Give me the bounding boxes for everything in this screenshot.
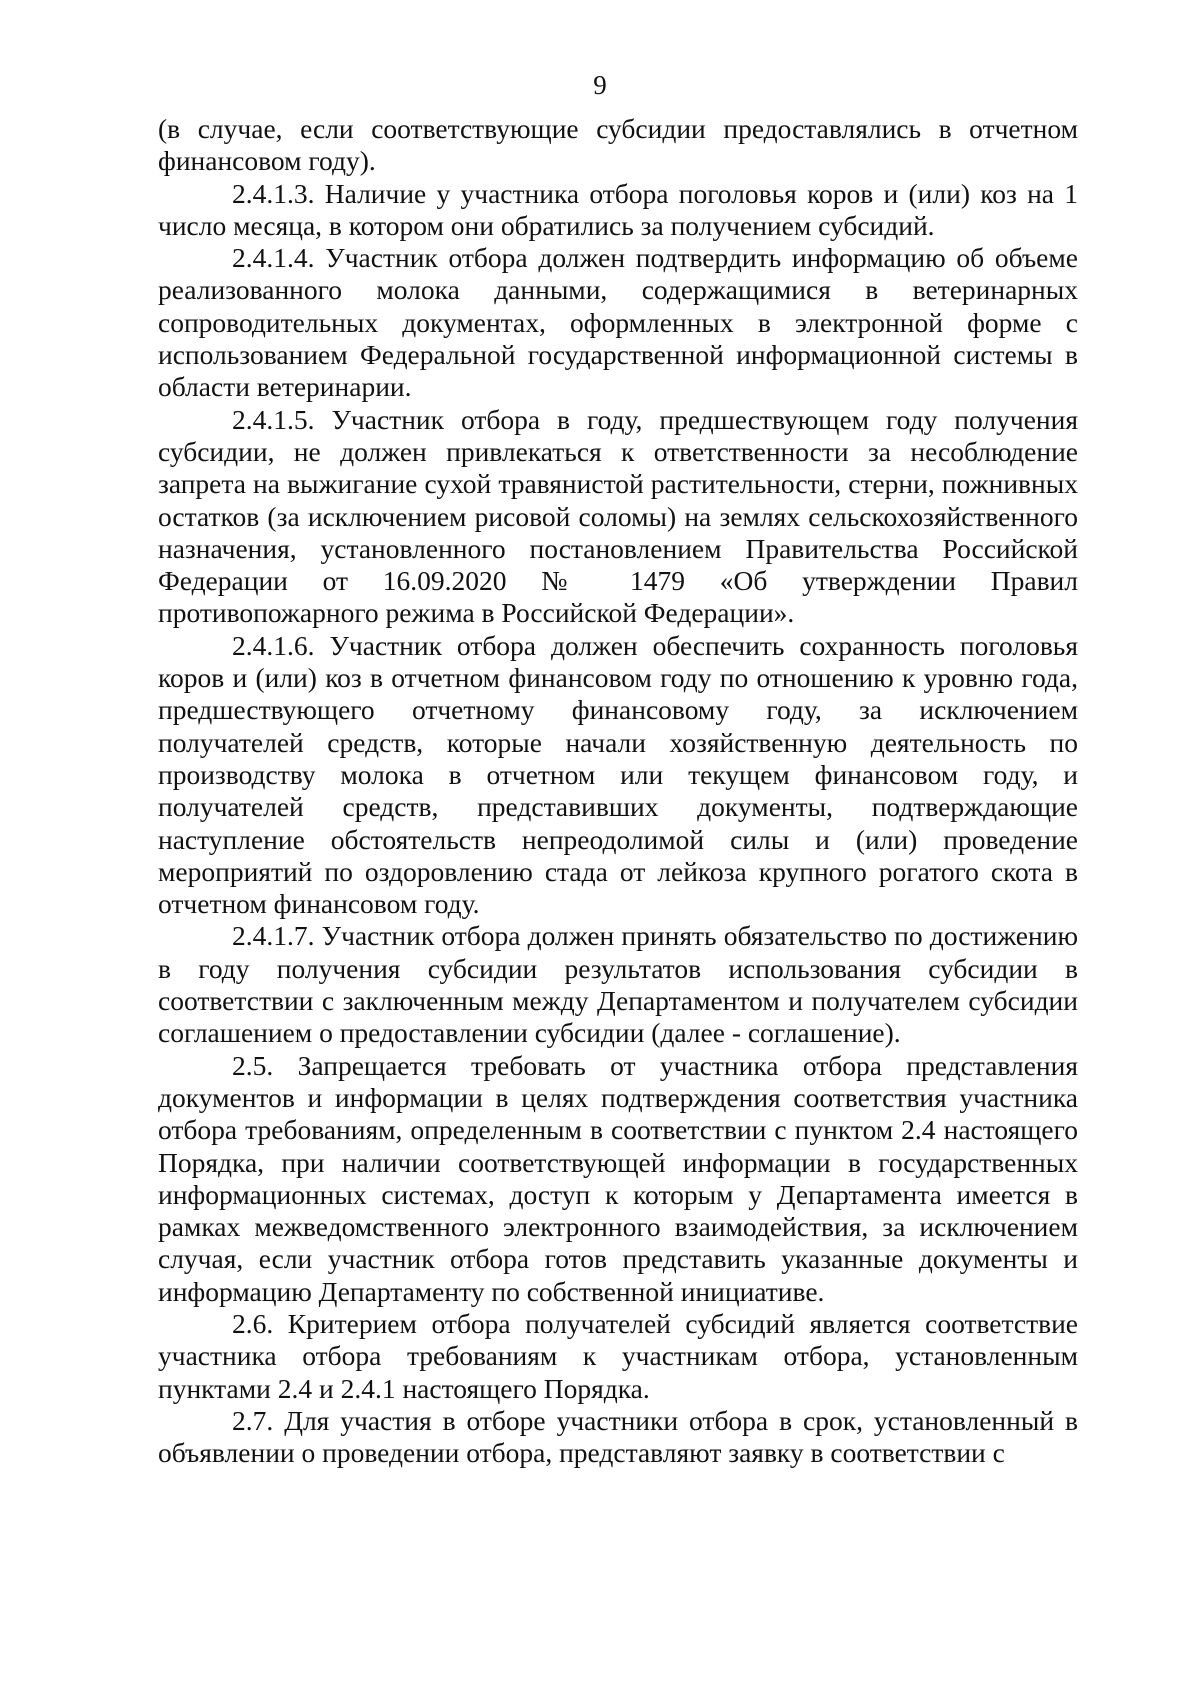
paragraph-2-4-1-6: 2.4.1.6. Участник отбора должен обеспечить сохранность поголовья коров и (или) коз в отчетном финансовом году по отношению к уровню года, предшествующего отчетному финансовому году, за исключением получателей средств, которые начали хозяйственную деятельность по производству молока в отчетном или текущем финансовом году, и получателей средств, представивших документы, подтверждающие наступление обстоятельств непреодолимой силы и (или) проведение мероприятий по оздоровлению стада от лейкоза крупного рогатого скота в отчетном финансовом году. [158,629,1078,920]
page-number: 9 [593,70,607,100]
paragraph-2-4-1-7: 2.4.1.7. Участник отбора должен принять обязательство по достижению в году получения субсидии результатов использования субсидии в соответствии с заключенным между Департаментом и получателем субсидии соглашением о предоставлении субсидии (далее - соглашение). [158,920,1078,1049]
document-body [158,113,1078,1469]
paragraph-2-6: 2.6. Критерием отбора получателей субсидий является соответствие участника отбора требованиям к участникам отбора, установленным пунктами 2.4 и 2.4.1 настоящего Порядка. [158,1307,1078,1404]
paragraph-2-7: 2.7. Для участия в отборе участники отбора в срок, установленный в объявлении о проведении отбора, представляют заявку в соответствии с [158,1404,1078,1469]
paragraph-continuation: (в случае, если соответствующие субсидии предоставлялись в отчетном финансовом году). [158,113,1078,177]
paragraph-2-5: 2.5. Запрещается требовать от участника отбора представления документов и информации в целях подтверждения соответствия участника отбора требованиям, определенным в соответствии с пунктом 2.4 настоящего Порядка, при наличии соответствующей информации в государственных информационных системах, доступ к которым у Департамента имеется в рамках межведомственного электронного взаимодействия, за исключением случая, если участник отбора готов представить указанные документы и информацию Департаменту по собственной инициативе. [158,1049,1078,1307]
paragraph-2-4-1-4: 2.4.1.4. Участник отбора должен подтвердить информацию об объеме реализованного молока данными, содержащимися в ветеринарных сопроводительных документах, оформленных в электронной форме с использованием Федеральной государственной информационной системы в области ветеринарии. [158,242,1078,403]
paragraph-2-4-1-3: 2.4.1.3. Наличие у участника отбора поголовья коров и (или) коз на 1 число месяца, в котором они обратились за получением субсидий. [158,177,1078,241]
paragraph-2-4-1-5: 2.4.1.5. Участник отбора в году, предшествующем году получения субсидии, не должен привлекаться к ответственности за несоблюдение запрета на выжигание сухой травянистой растительности, стерни, пожнивных остатков (за исключением рисовой соломы) на землях сельскохозяйственного назначения, установленного постановлением Правительства Российской Федерации от 16.09.2020 № 1479 «Об утверждении Правил противопожарного режима в Российской Федерации». [158,403,1078,629]
